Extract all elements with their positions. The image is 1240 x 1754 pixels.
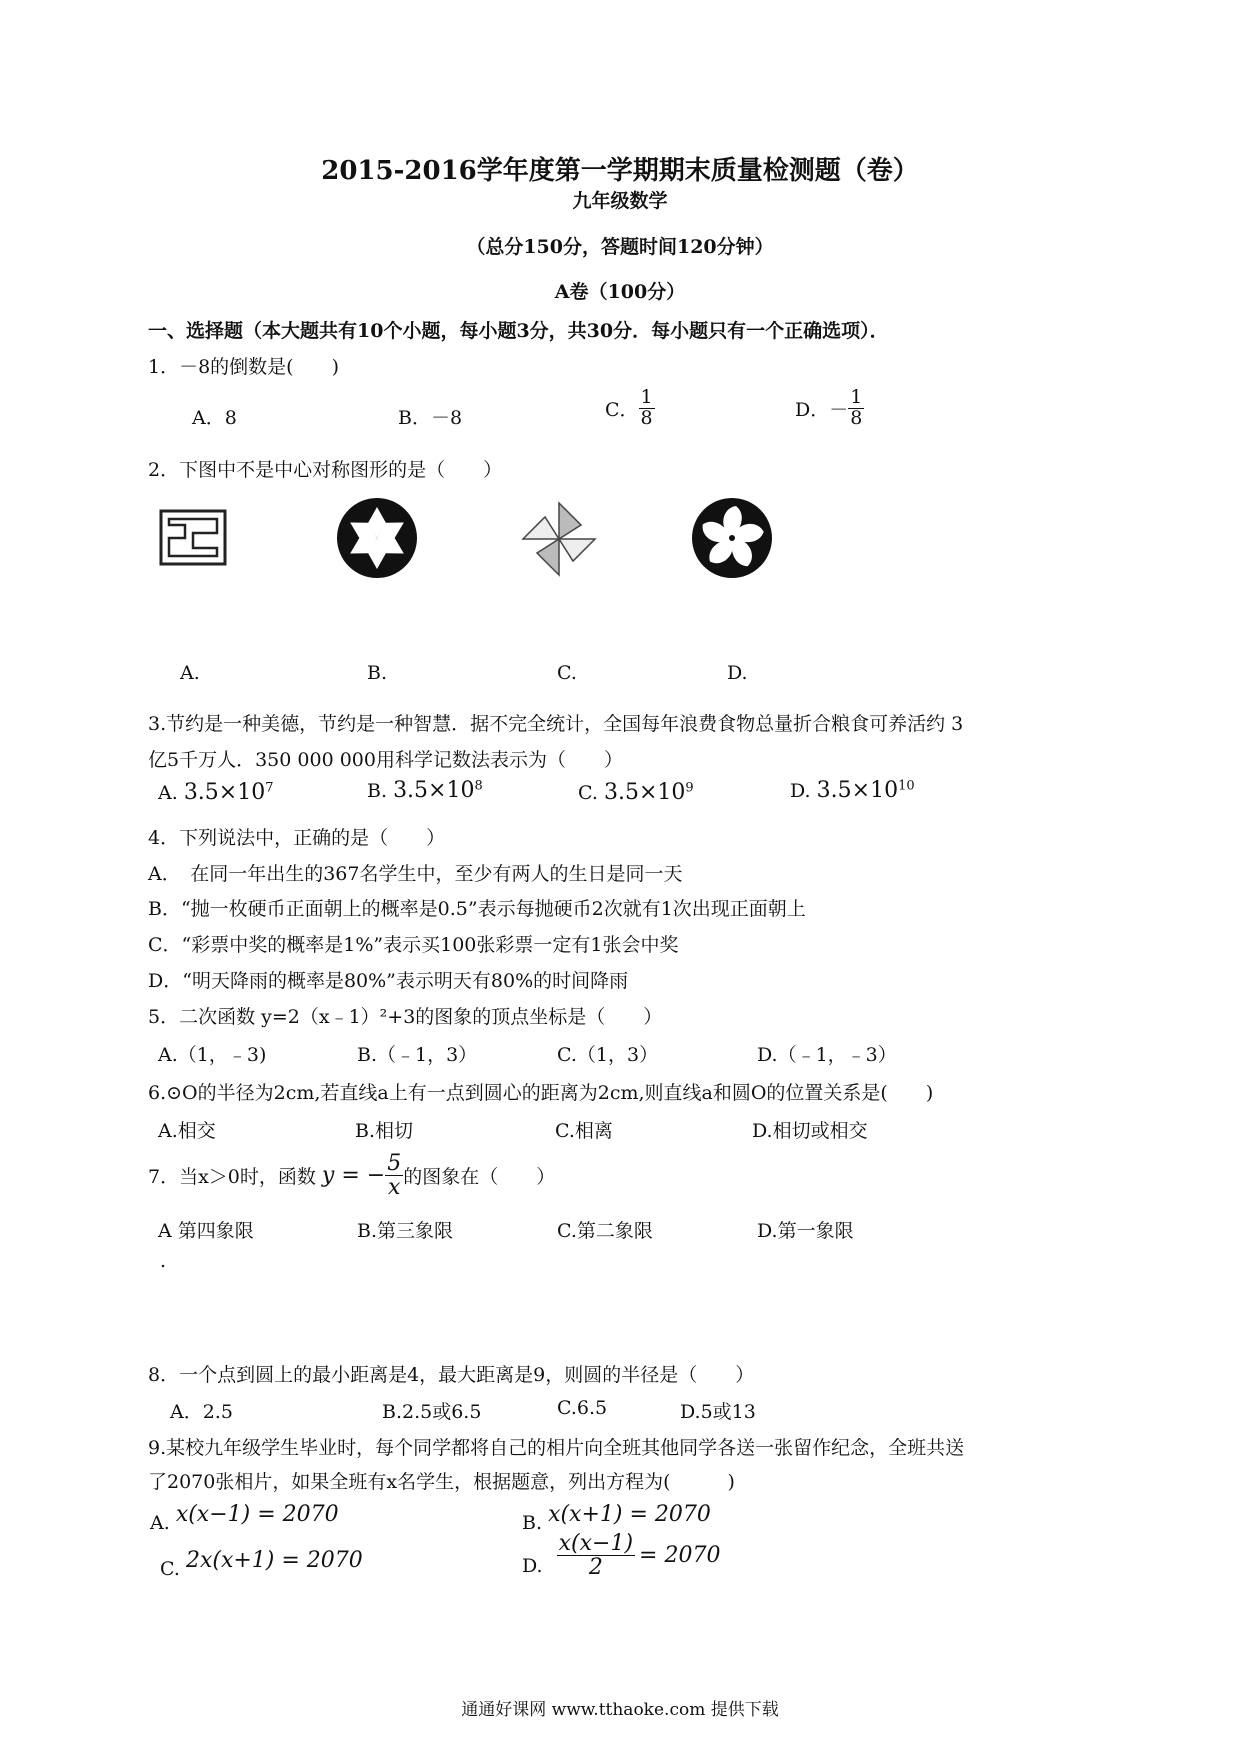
q1-d-denominator: 8 [850, 406, 863, 429]
q3-option-d [790, 778, 915, 803]
q9-c-equation: 2x(x+1) = 2070 [185, 1548, 363, 1573]
q3-a-exp: 7 [265, 780, 274, 796]
q1-c-denominator: 8 [640, 406, 653, 429]
question-2-stem: 2．下图中不是中心对称图形的是（ ） [148, 459, 503, 481]
question-3-stem-line1: 3.节约是一种美德，节约是一种智慧．据不完全统计，全国每年浪费食物总量折合粮食可养活约 3 [148, 713, 964, 735]
exam-title: 2015-2016学年度第一学期期末质量检测题（卷） [321, 156, 919, 186]
q8-option-a: A．2.5 [170, 1401, 233, 1423]
q2-option-a: A. [180, 662, 200, 684]
q8-option-b: B.2.5或6.5 [382, 1401, 482, 1423]
q1-option-b: B．－8 [398, 407, 463, 429]
q4-option-d: D．“明天降雨的概率是80%”表示明天有80%的时间降雨 [148, 970, 629, 992]
q9-d-rhs: = 2070 [639, 1543, 721, 1569]
question-7-stem [148, 1152, 555, 1199]
exam-subject: 九年级数学 [572, 190, 668, 212]
q4-option-a: A． 在同一年出生的367名学生中，至少有两人的生日是同一天 [148, 863, 683, 885]
q5-option-a: A.（1，﹣3) [158, 1044, 267, 1066]
q9-a-equation: x(x−1) = 2070 [175, 1502, 339, 1527]
q1-d-numerator: 1 [850, 386, 863, 408]
q7-stem-post: 的图象在（ ） [403, 1166, 556, 1189]
section-heading: 一、选择题（本大题共有10个小题，每小题3分，共30分．每小题只有一个正确选项）． [148, 320, 889, 342]
question-8-stem: 8．一个点到圆上的最小距离是4，最大距离是9，则圆的半径是（ ） [148, 1364, 755, 1386]
q7-func-numerator: 5 [387, 1151, 402, 1176]
q7-function-lhs: y = − [321, 1163, 386, 1189]
figure-b-star-circle [335, 496, 419, 580]
q2-option-d: D. [727, 662, 748, 684]
q9-d-label: D. [522, 1554, 543, 1577]
q3-b-base: 3.5×10 [393, 778, 475, 803]
q3-option-c [578, 780, 694, 805]
q7-option-d: D.第一象限 [757, 1220, 854, 1242]
q2-option-c: C. [557, 662, 577, 684]
q9-d-fraction [557, 1532, 635, 1579]
question-9-stem-line2: 了2070张相片，如果全班有x名学生，根据题意，列出方程为( ) [148, 1471, 735, 1493]
q3-d-exp: 10 [898, 778, 915, 794]
q3-a-label: A. [158, 782, 178, 804]
q1-option-c-label: C． [605, 398, 639, 421]
q3-d-label: D. [790, 780, 811, 802]
q3-d-base: 3.5×10 [816, 778, 899, 803]
q5-option-d: D.（﹣1，﹣3） [757, 1044, 897, 1066]
question-6-stem: 6.⊙O的半径为2cm,若直线a上有一点到圆心的距离为2cm,则直线a和圆O的位置关系是( ) [148, 1082, 934, 1104]
q9-d-numerator: x(x−1) [558, 1531, 634, 1556]
q9-b-label: B. [522, 1512, 543, 1534]
q4-option-c: C．“彩票中奖的概率是1%”表示买100张彩票一定有1张会中奖 [148, 934, 679, 956]
page-footer: 通通好课网 www.tthaoke.com 提供下载 [461, 1700, 779, 1720]
q6-option-c: C.相离 [555, 1120, 613, 1142]
q6-option-b: B.相切 [355, 1120, 414, 1142]
question-4-stem: 4．下列说法中，正确的是（ ） [148, 827, 446, 849]
q3-b-label: B. [367, 780, 388, 802]
q8-option-d: D.5或13 [680, 1401, 756, 1423]
q9-c-label: C. [160, 1558, 180, 1580]
q6-option-d: D.相切或相交 [752, 1120, 868, 1142]
q3-c-base: 3.5×10 [603, 780, 686, 805]
figure-a-notched-shape [158, 508, 228, 568]
q9-option-a [150, 1502, 339, 1534]
question-5-stem: 5．二次函数 y=2（x﹣1）²+3的图象的顶点坐标是（ ） [148, 1006, 663, 1028]
q9-a-label: A. [150, 1512, 170, 1534]
q5-option-c: C.（1，3） [557, 1044, 659, 1066]
q4-option-b: B．“抛一枚硬币正面朝上的概率是0.5”表示每抛硬币2次就有1次出现正面朝上 [148, 898, 806, 920]
q7-func-denominator: x [387, 1175, 401, 1201]
question-9-stem-line1: 9.某校九年级学生毕业时，每个同学都将自己的相片向全班其他同学各送一张留作纪念，全班共送 [148, 1437, 965, 1459]
q6-option-a: A.相交 [158, 1120, 216, 1142]
q9-option-b [522, 1502, 711, 1534]
q3-option-a [158, 780, 274, 805]
q1-option-a: A．8 [192, 407, 237, 429]
q3-c-exp: 9 [685, 780, 694, 796]
q1-option-d-label: D．－ [795, 398, 849, 421]
q7-stem-pre: 7．当x＞0时，函数 [148, 1166, 316, 1189]
q2-option-b: B. [367, 662, 388, 684]
q7-stray-dot: . [160, 1250, 167, 1272]
q9-d-denominator: 2 [588, 1555, 603, 1581]
question-1-stem: 1．－8的倒数是( ) [148, 356, 340, 378]
q7-option-b: B.第三象限 [357, 1220, 454, 1242]
q9-option-c [160, 1548, 363, 1580]
q3-b-exp: 8 [474, 778, 483, 794]
q3-option-b [367, 778, 483, 803]
figure-c-pinwheel [520, 500, 598, 578]
exam-total: （总分150分，答题时间120分钟） [466, 236, 774, 258]
q1-option-c [605, 388, 655, 429]
q3-c-label: C. [578, 782, 598, 804]
q7-option-a: A 第四象限 [158, 1220, 254, 1242]
q9-b-equation: x(x+1) = 2070 [548, 1502, 711, 1527]
figure-d-flower-circle [690, 496, 774, 580]
q1-option-c-fraction [639, 388, 655, 429]
q3-a-base: 3.5×10 [183, 780, 266, 805]
q5-option-b: B.（﹣1，3） [357, 1044, 478, 1066]
question-3-stem-line2: 亿5千万人．350 000 000用科学记数法表示为（ ） [148, 749, 623, 771]
q9-option-d [522, 1532, 720, 1579]
q7-option-c: C.第二象限 [557, 1220, 653, 1242]
q1-c-numerator: 1 [640, 386, 653, 408]
q1-option-d [795, 388, 864, 429]
exam-part: A卷（100分） [554, 281, 686, 303]
q7-function-fraction [385, 1152, 403, 1199]
q8-option-c: C.6.5 [557, 1397, 608, 1419]
q1-option-d-fraction [848, 388, 864, 429]
